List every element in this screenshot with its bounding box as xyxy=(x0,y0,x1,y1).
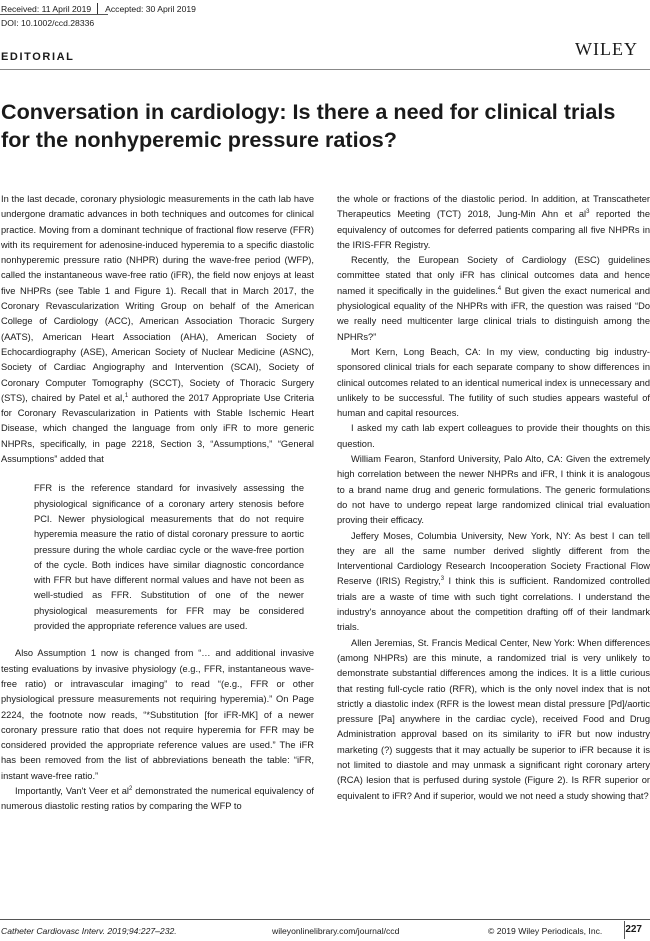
paragraph: William Fearon, Stanford University, Palo Alto, CA: Given the extremely high correlation between the newer NHPRs and iFR, I think it is analogous to a brand name drug and generic formulations. The generic formulations do not have to undergo repeat large randomized clinical trial evaluation proving their efficacy. xyxy=(337,454,650,526)
page-number: 227 xyxy=(625,924,642,935)
citation-ref[interactable]: 4 xyxy=(497,285,502,292)
publisher-logo: WILEY xyxy=(575,39,638,59)
accepted-date: Accepted: 30 April 2019 xyxy=(105,4,196,14)
doi: DOI: 10.1002/ccd.28336 xyxy=(1,18,95,28)
paragraph: the whole or fractions of the diastolic period. In addition, at Transcatheter Therapeutics Meeting (TCT) 2018, Jung-Min Ahn et $al^3$ reported the equivalency of outcomes for deferred patients comparing all five NHPRs in the IRIS-FFR Registry. xyxy=(337,194,650,250)
paragraph: I asked my cath lab expert colleagues to provide their thoughts on this question. xyxy=(337,423,650,449)
paragraph: Allen Jeremias, St. Francis Medical Center, New York: When differences (among NHPRs) are this minute, a randomized trial is very unlikely to demonstrate substantial differences among the indices. It is a little curious that resting full-cycle ratio (RFR), which is the only novel index that is not strictly a diastolic index (RFR is the lowest mean distal pressure [Pd]/aortic pressure [Pa] anywhere in the cardiac cycle), received Food and Drug Administration approval based on its similarity to iFR but now industry marketing (?) suggests that it may actually be superior to iFR because it is not limited to diastole and may unmask a significant right coronary artery (RCA) lesion that is perfused during systole (Figure 2). Is RFR superior or equivalent to iFR? And if superior, would we not need a study showing that? xyxy=(337,637,650,801)
paragraph: Also Assumption 1 now is changed from “… and additional invasive testing evaluations by invasive physiology (e.g., FFR, instantaneous wave-free ratio) or intravascular imaging” to read “(e.g., FFR or other physiological pressure measurements not requiring hyperemia).” On Page 2224, the footnote now reads, “*Substitution [for iFR-MK] of a newer coronary pressure ratio that does not require hyperemia for FFR may be considered provided the appropriate reference values are used.” The iFR has been removed from the list of abbreviations beneath the table: “iFR, instant wave-free ratio.” xyxy=(1,648,314,781)
paragraph: Jeffery Moses, Columbia University, New York, NY: As best I can tell they are all the same number derived slightly different from the Interventional Cardiology Research Incooperation Society Fractional Flow Reserve (IRIS) Registry,$^3$ I think this is sufficient. Randomized controlled trials are a waste of time with such tight correlations. I understand the industry's annoyance about the competition drafting off of their landmark trials. xyxy=(337,530,650,633)
paragraph: In the last decade, coronary physiologic measurements in the cath lab have undergone dramatic advances in both techniques and outcomes for clinical practice. Moving from a dominant technique of fractional flow reserve (FFR) with its requirement for adenosine-induced hyperemia to a specific diastolic nonhyperemic pressure ratio (NHPR) during the wave-free period (WFP), called the instantaneous wave-free ratio (iFR), the field now enjoys at least five NHPRs (see Table 1 and Figure 1). Recall that in March 2017, the Coronary Revascularization Writing Group on behalf of the American College of Cardiology (ACC), American Association Thoracic Surgery (AATS), American Heart Association (AHA), American Society of Echocardiography (ASE), American Society of Nuclear Medicine (ASNC), Society of Cardiac Angiography and Intervention (SCAI), Society of Coronary Computer Tomography (SCCT), Society of Thoracic Surgery (STS), chaired by Patel et al,$^1$ authored the 2017 Appropriate Use Criteria for Coronary Revascularization in Patients with Stable Ischemic Heart Disease, which changed the language from only iFR to more generic NHPRs, specifically, in page 2218, Section 3, “Assumptions,” “General Assumptions” added that xyxy=(1,194,314,465)
citation-ref[interactable]: 3 xyxy=(440,576,445,583)
right-column xyxy=(337,192,650,804)
citation-ref[interactable]: 2 xyxy=(129,785,133,792)
left-column xyxy=(1,192,314,815)
section-label: EDITORIAL xyxy=(1,51,75,63)
journal-url[interactable]: wileyonlinelibrary.com/journal/ccd xyxy=(272,926,400,936)
received-date: Received: 11 April 2019 xyxy=(1,4,92,14)
section-rule xyxy=(0,69,650,70)
paragraph: Importantly, Van't Veer et $al^2$ demonstrated the numerical equivalency of numerous diastolic resting ratios by comparing the WFP to xyxy=(1,785,314,812)
paragraph: Mort Kern, Long Beach, CA: In my view, conducting big industry-sponsored clinical trials for each separate company to show differences in clinical outcomes related to an identical numerical index is unnecessary and unlikely to be successful. The futility of such studies appears wasteful of human and capital resources. xyxy=(337,346,650,419)
journal-citation: Catheter Cardiovasc Interv. 2019;94:227–232. xyxy=(1,926,177,936)
paragraph: Recently, the European Society of Cardiology (ESC) guidelines committee stated that only iFR has clinical outcomes data and hence named it specifically in the guidelines.$^4$ But given the exact numerical and physiological equality of the NHPRs with iFR, the question was raised “Do we really need multicenter large clinical trials to distinguish among the NPHRs?” xyxy=(337,255,650,342)
citation-ref[interactable]: 3 xyxy=(586,209,590,216)
article-title: Conversation in cardiology: Is there a need for clinical trials for the nonhyperemic pressure ratios? xyxy=(1,99,616,152)
citation-ref[interactable]: 1 xyxy=(124,392,129,399)
block-quote: FFR is the reference standard for invasively assessing the physiological significance of a coronary artery stenosis before PCI. Newer physiological measurements that do not require hyperemia measure the ratio of distal coronary pressure to aortic pressure during the whole cardiac cycle or the wave-free portion of the cycle. Both indices have similar diagnostic concordance with FFR but have different normal values and have not been as well-studied as FFR. Substitution of one of the newer physiological measurements for FFR may be considered provided the appropriate reference values are used. xyxy=(34,483,304,632)
footer-rule xyxy=(0,919,650,920)
top-rule xyxy=(0,14,108,15)
copyright: © 2019 Wiley Periodicals, Inc. xyxy=(488,926,603,936)
